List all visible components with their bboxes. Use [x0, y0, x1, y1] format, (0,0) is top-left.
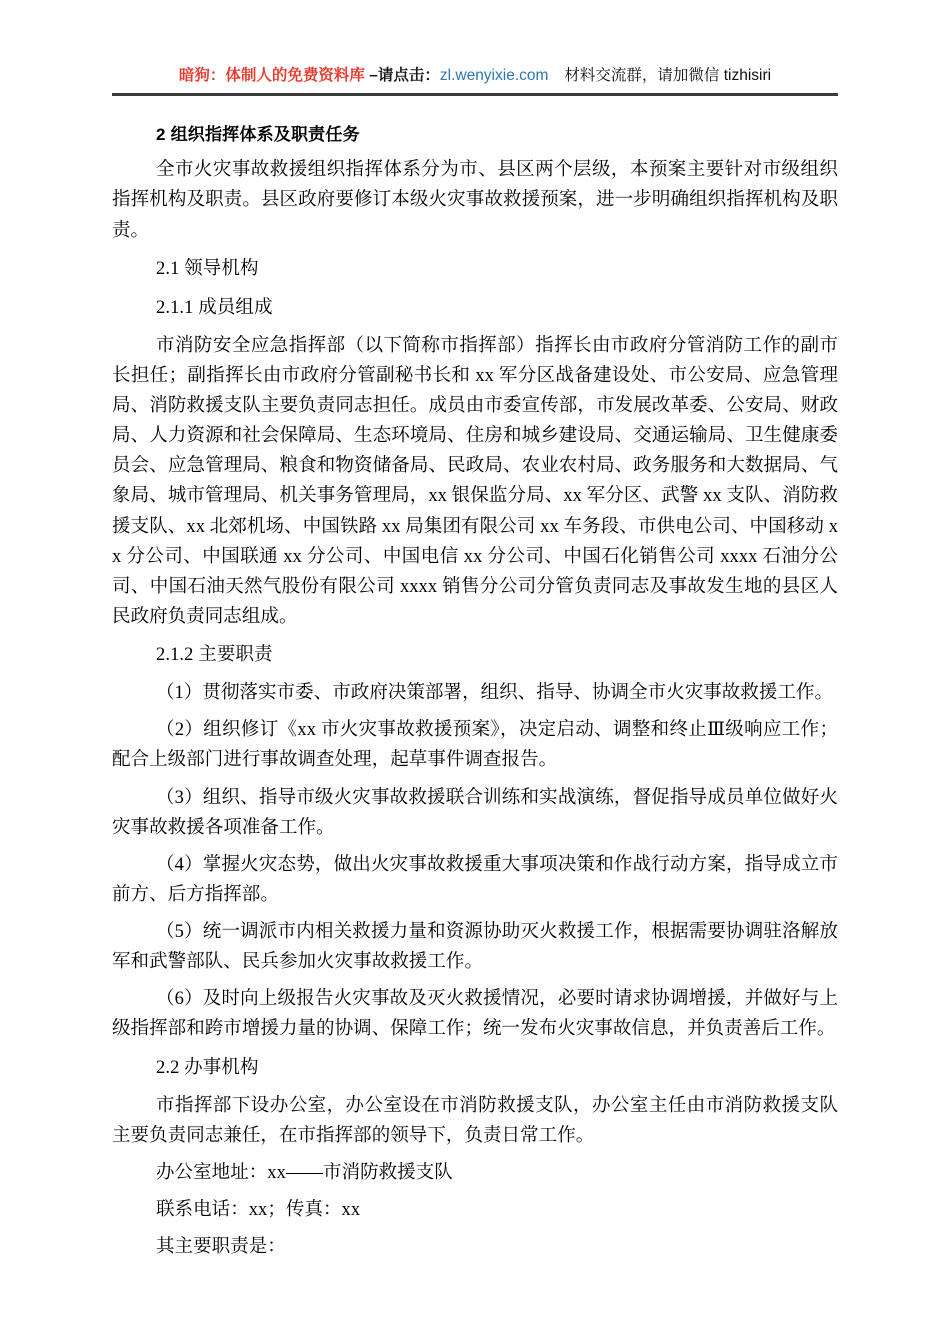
heading-2-2: 2.2 办事机构	[156, 1057, 259, 1078]
office-address: 办公室地址：xx——市消防救援支队	[156, 1162, 453, 1183]
document-body	[112, 122, 838, 1269]
heading-2-1-1: 2.1.1 成员组成	[156, 297, 273, 318]
duty-item-3: （3）组织、指导市级火灾事故救援联合训练和实战演练，督促指导成员单位做好火灾事故救援各项准备工作。	[112, 787, 838, 838]
duty-item-4: （4）掌握火灾态势，做出火灾事故救援重大事项决策和作战行动方案，指导成立市前方、后方指挥部。	[112, 854, 838, 905]
intro-paragraph: 全市火灾事故救援组织指挥体系分为市、县区两个层级，本预案主要针对市级组织指挥机构及职责。县区政府要修订本级火灾事故救援预案，进一步明确组织指挥机构及职责。	[112, 160, 838, 241]
duty-item-2: （2）组织修订《xx 市火灾事故救援预案》，决定启动、调整和终止Ⅲ级响应工作；配合上级部门进行事故调查处理，起草事件调查报告。	[112, 720, 838, 771]
promo-wechat-text: 材料交流群，请加微信 tizhisiri	[564, 67, 772, 84]
duty-item-6: （6）及时向上级报告火灾事故及灭火救援情况，必要时请求协调增援，并做好与上级指挥部和跨市增援力量的协调、保障工作；统一发布火灾事故信息，并负责善后工作。	[112, 989, 838, 1040]
duties-lead-in: 其主要职责是：	[156, 1237, 286, 1258]
section-title-2: 2 组织指挥体系及职责任务	[156, 125, 360, 144]
duty-item-1: （1）贯彻落实市委、市政府决策部署，组织、指导、协调全市火灾事故救援工作。	[156, 683, 834, 704]
office-paragraph: 市指挥部下设办公室，办公室设在市消防救援支队，办公室主任由市消防救援支队主要负责同志兼任，在市指挥部的领导下，负责日常工作。	[112, 1095, 838, 1146]
duty-item-5: （5）统一调派市内相关救援力量和资源协助灭火救援工作，根据需要协调驻洛解放军和武警部队、民兵参加火灾事故救援工作。	[112, 922, 838, 973]
promo-red-text: 暗狗：体制人的免费资料库	[178, 67, 365, 84]
promo-banner	[112, 62, 838, 96]
heading-2-1-2: 2.1.2 主要职责	[156, 645, 273, 666]
office-contact: 联系电话：xx；传真：xx	[156, 1200, 361, 1221]
members-paragraph: 市消防安全应急指挥部（以下简称市指挥部）指挥长由市政府分管消防工作的副市长担任；副指挥长由市政府分管副秘书长和 xx 军分区战备建设处、市公安局、应急管理局、消防救援支队主要负责同志担任。成员由市委宣传部，市发展改革委、公安局、财政局、人力资源和社会保障局、生态环境局、住房和城乡建设局、交通运输局、卫生健康委员会、应急管理局、粮食和物资储备局、民政局、农业农村局、政务服务和大数据局、气象局、城市管理局、机关事务管理局，xx 银保监分局、xx 军分区、武警 xx 支队、消防救援支队、xx 北郊机场、中国铁路 xx 局集团有限公司 xx 车务段、市供电公司、中国移动 xx 分公司、中国联通 xx 分公司、中国电信 xx 分公司、中国石化销售公司 xxxx 石油分公司、中国石油天然气股份有限公司 xxxx 销售分公司分管负责同志及事故发生地的县区人民政府负责同志组成。	[112, 335, 838, 627]
promo-link[interactable]: zl.wenyixie.com	[439, 67, 549, 84]
heading-2-1: 2.1 领导机构	[156, 258, 259, 279]
promo-click-prompt: –请点击：	[364, 67, 440, 84]
